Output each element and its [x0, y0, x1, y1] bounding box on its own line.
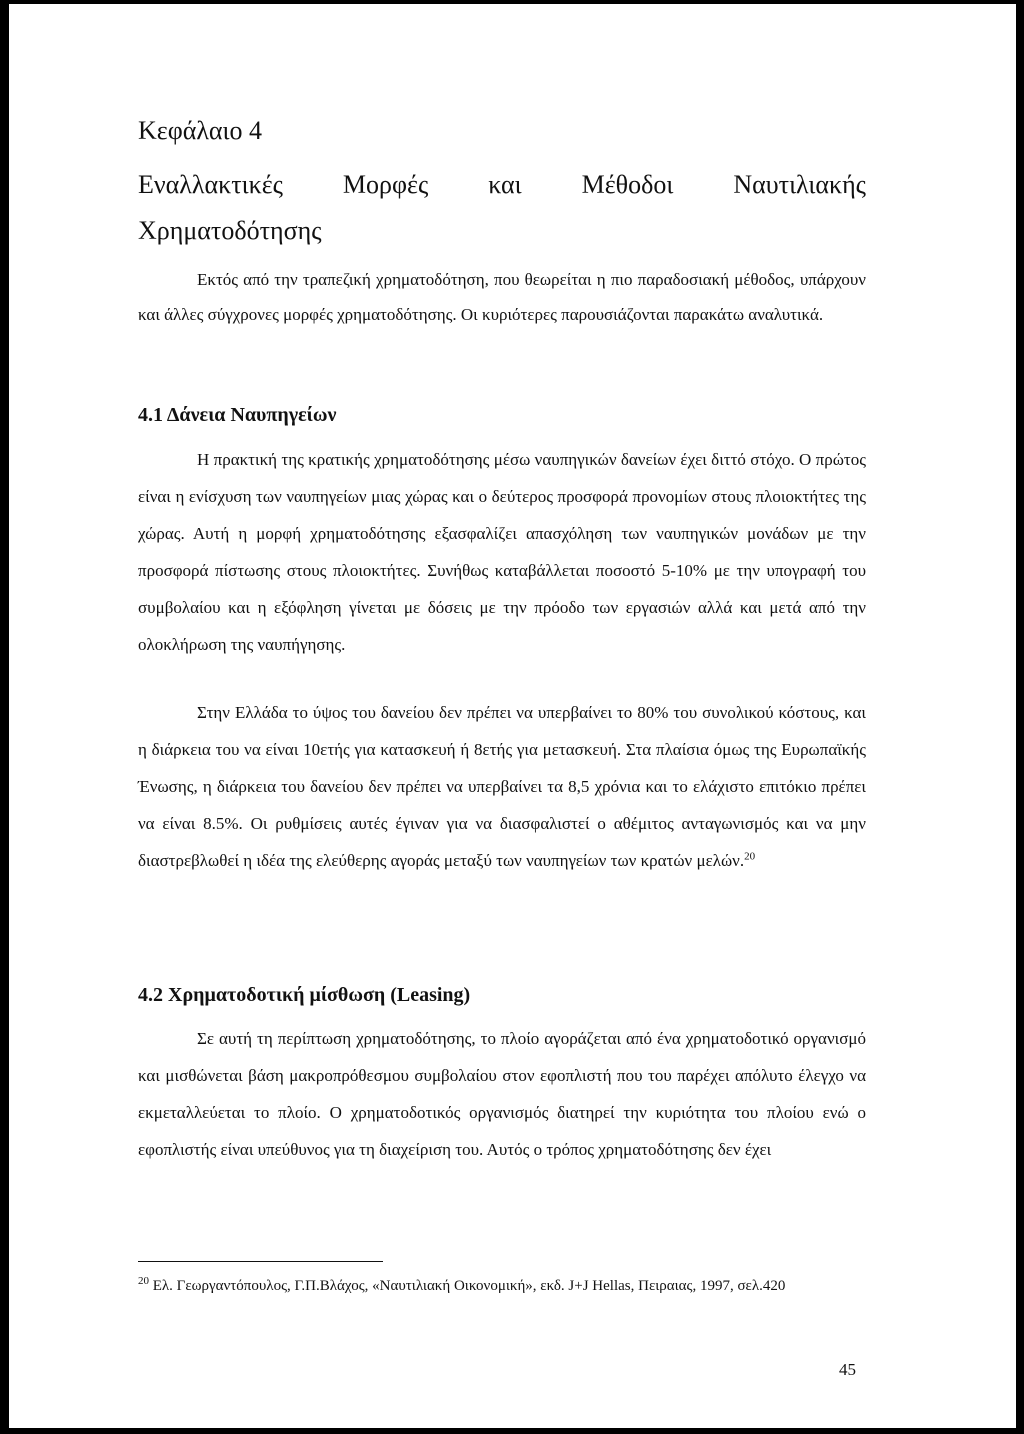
chapter-title-word: και [488, 170, 522, 199]
chapter-title [138, 162, 866, 254]
intro-text: Εκτός από την τραπεζική χρηματοδότηση, που θεωρείται η πιο παραδοσιακή μέθοδος, υπάρχουν και άλλες σύγχρονες μορφές χρηματοδότησης. Οι κυριότερες παρουσιάζονται παρακάτω αναλυτικά. [138, 270, 866, 324]
footnote-number: 20 [138, 1275, 149, 1287]
footnote-separator [138, 1261, 383, 1262]
section-heading-4-1: 4.1 Δάνεια Ναυπηγείων [138, 404, 337, 426]
paragraph-text: Στην Ελλάδα το ύψος του δανείου δεν πρέπει να υπερβαίνει το 80% του συνολικού κόστους, και η διάρκεια του να είναι 10ετής για κατασκευή ή 8ετής για μετασκευή. Στα πλαίσια όμως της Ευρωπαϊκής Ένωσης, η διάρκεια του δανείου δεν πρέπει να υπερβαίνει τα 8,5 χρόνια και το ελάχιστο επιτόκιο πρέπει να είναι 8.5%. Οι ρυθμίσεις αυτές έγιναν για να διασφαλιστεί ο αθέμιτος ανταγωνισμός και να μην διαστρεβλωθεί η ιδέα της ελεύθερης αγοράς μεταξύ των ναυπηγείων των κρατών μελών. [138, 703, 866, 870]
footnote-reference[interactable]: 20 [744, 850, 756, 863]
intro-paragraph [138, 262, 866, 332]
chapter-title-word: Ναυτιλιακής [733, 170, 866, 199]
section-heading-4-2: 4.2 Χρηματοδοτική μίσθωση (Leasing) [138, 984, 471, 1006]
page-number: 45 [839, 1360, 856, 1379]
section-4-1-paragraph-2 [138, 694, 866, 879]
chapter-title-word: Μορφές [342, 170, 429, 199]
chapter-title-line-2: Χρηματοδότησης [138, 216, 322, 245]
footnote-text: Ελ. Γεωργαντόπουλος, Γ.Π.Βλάχος, «Ναυτιλιακή Οικονομική», εκδ. J+J Hellas, Πειραιας, 1997, σελ.420 [152, 1278, 786, 1294]
chapter-title-word: Εναλλακτικές [138, 170, 283, 199]
document-page [9, 4, 1016, 1428]
section-4-2-paragraph-1 [138, 1020, 866, 1168]
paragraph-text: Η πρακτική της κρατικής χρηματοδότησης μέσω ναυπηγικών δανείων έχει διττό στόχο. Ο πρώτος είναι η ενίσχυση των ναυπηγείων μιας χώρας και ο δεύτερος προσφορά προνομίων στους πλοιοκτήτες της χώρας. Αυτή η μορφή χρηματοδότησης εξασφαλίζει απασχόληση των ναυπηγικών μονάδων με την προσφορά πίστωσης στους πλοιοκτήτες. Συνήθως καταβάλλεται ποσοστό 5-10% με την υπογραφή του συμβολαίου και η εξόφληση γίνεται με δόσεις με την πρόοδο των εργασιών αλλά και μετά από την ολοκλήρωση της ναυπήγησης. [138, 450, 866, 654]
paragraph-text: Σε αυτή τη περίπτωση χρηματοδότησης, το πλοίο αγοράζεται από ένα χρηματοδοτικό οργανισμό και μισθώνεται βάση μακροπρόθεσμου συμβολαίου στον εφοπλιστή που του παρέχει απόλυτο έλεγχο να εκμεταλλεύεται το πλοίο. Ο χρηματοδοτικός οργανισμός διατηρεί την κυριότητα του πλοίου ενώ ο εφοπλιστής είναι υπεύθυνος για τη διαχείριση του. Αυτός ο τρόπος χρηματοδότησης δεν έχει [138, 1029, 866, 1159]
chapter-label: Κεφάλαιο 4 [138, 116, 263, 145]
chapter-title-word: Μέθοδοι [581, 170, 674, 199]
section-4-1-paragraph-1 [138, 441, 866, 663]
chapter-title-line-1 [138, 162, 866, 208]
footnote [138, 1275, 866, 1297]
